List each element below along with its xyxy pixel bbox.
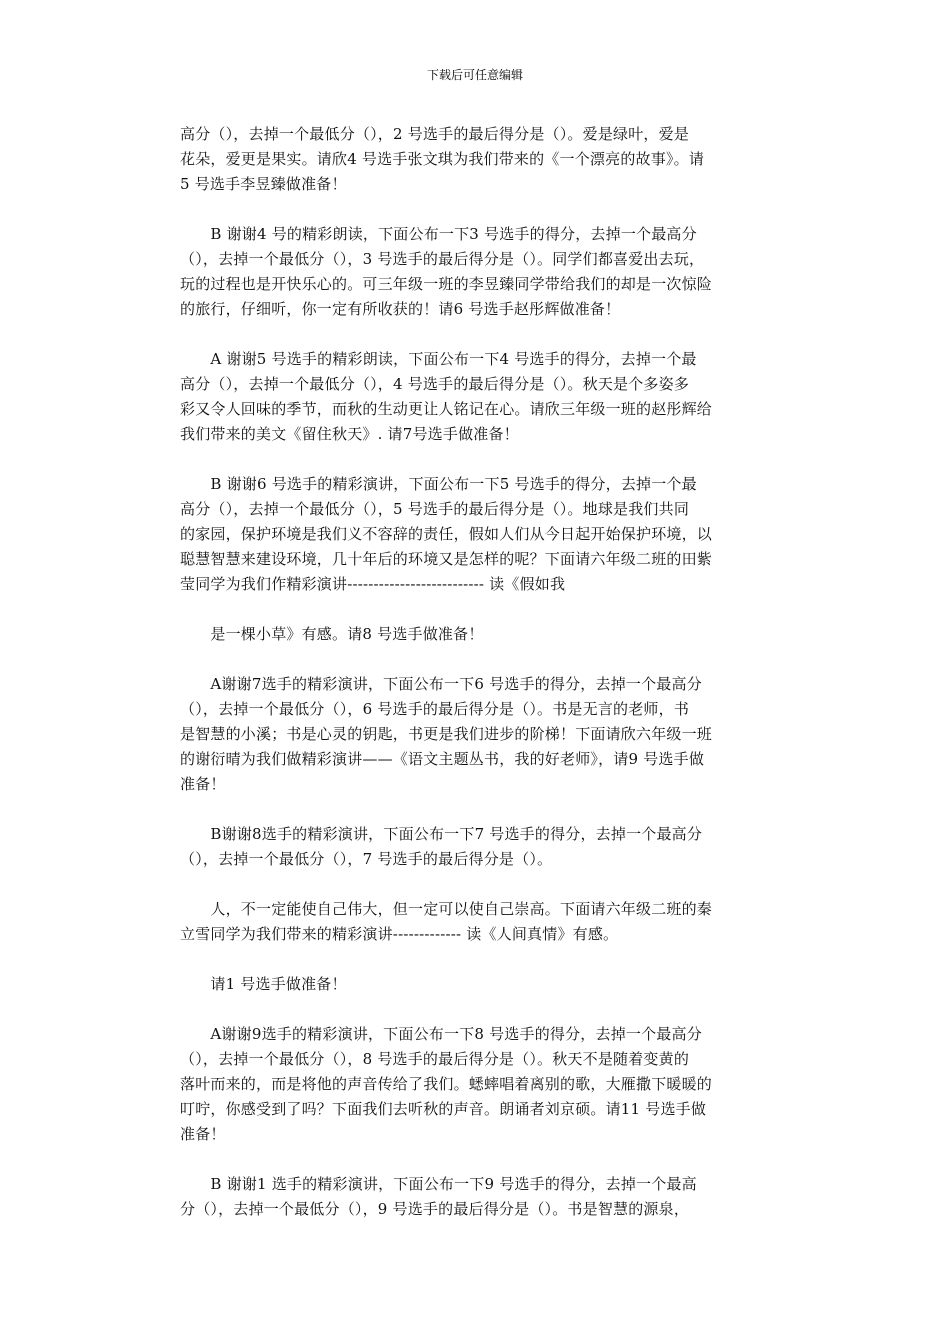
paragraph <box>180 622 775 647</box>
text-line: 请1 号选手做准备！ <box>180 975 347 993</box>
paragraph <box>180 1022 775 1147</box>
text-line: A谢谢7选手的精彩演讲，下面公布一下6 号选手的得分，去掉一个最高分 <box>180 675 702 693</box>
paragraph <box>180 347 775 447</box>
text-line: 是智慧的小溪；书是心灵的钥匙，书更是我们进步的阶梯！下面请欣六年级一班 <box>180 725 713 743</box>
paragraph <box>180 822 775 872</box>
text-line: 准备！ <box>180 775 226 793</box>
text-line: 的家园，保护环境是我们义不容辞的责任，假如人们从今日起开始保护环境，以 <box>180 525 713 543</box>
text-line: 高分（），去掉一个最低分（），2 号选手的最后得分是（）。爱是绿叶，爱是 <box>180 125 690 143</box>
page-header: 下载后可任意编辑 <box>426 68 523 82</box>
text-line: 的谢衍晴为我们做精彩演讲——《语文主题丛书，我的好老师》，请9 号选手做 <box>180 750 705 768</box>
text-line: B 谢谢6 号选手的精彩演讲，下面公布一下5 号选手的得分，去掉一个最 <box>180 475 697 493</box>
text-line: B 谢谢1 选手的精彩演讲，下面公布一下9 号选手的得分，去掉一个最高 <box>180 1175 697 1193</box>
text-line: 落叶而来的，而是将他的声音传给了我们。蟋蟀唱着离别的歌，大雁撒下暖暖的 <box>180 1075 713 1093</box>
text-line: B 谢谢4 号的精彩朗读，下面公布一下3 号选手的得分，去掉一个最高分 <box>180 225 697 243</box>
text-line: 彩又令人回味的季节，而秋的生动更让人铭记在心。请欣三年级一班的赵彤辉给 <box>180 400 713 418</box>
text-line: 人，不一定能使自己伟大，但一定可以使自己崇高。下面请六年级二班的秦 <box>180 900 713 918</box>
text-line: 的旅行，仔细听，你一定有所收获的！请6 号选手赵彤辉做准备！ <box>180 300 621 318</box>
text-line: 高分（），去掉一个最低分（），4 号选手的最后得分是（）。秋天是个多姿多 <box>180 375 690 393</box>
text-line: （），去掉一个最低分（），6 号选手的最后得分是（）。书是无言的老师，书 <box>180 700 690 718</box>
text-line: （），去掉一个最低分（），3 号选手的最后得分是（）。同学们都喜爱出去玩， <box>180 250 705 268</box>
text-line: 叮咛，你感受到了吗？下面我们去听秋的声音。朗诵者刘京硕。请11 号选手做 <box>180 1100 707 1118</box>
text-line: 我们带来的美文《留住秋天》. 请7号选手做准备！ <box>180 425 519 443</box>
text-line: 高分（），去掉一个最低分（），5 号选手的最后得分是（）。地球是我们共同 <box>180 500 690 518</box>
paragraph <box>180 472 775 597</box>
paragraph <box>180 122 775 197</box>
text-line: 花朵，爱更是果实。请欣4 号选手张文琪为我们带来的《一个漂亮的故事》。请 <box>180 150 705 168</box>
text-line: 准备！ <box>180 1125 226 1143</box>
paragraph <box>180 972 775 997</box>
text-line: A 谢谢5 号选手的精彩朗读，下面公布一下4 号选手的得分，去掉一个最 <box>180 350 697 368</box>
text-line: （），去掉一个最低分（），7 号选手的最后得分是（）。 <box>180 850 553 868</box>
paragraph <box>180 897 775 947</box>
paragraph <box>180 1172 775 1222</box>
text-line: 玩的过程也是开快乐心的。可三年级一班的李昱臻同学带给我们的却是一次惊险 <box>180 275 713 293</box>
text-line: A谢谢9选手的精彩演讲，下面公布一下8 号选手的得分，去掉一个最高分 <box>180 1025 702 1043</box>
text-line: 5 号选手李昱臻做准备！ <box>180 175 347 193</box>
text-line: （），去掉一个最低分（），8 号选手的最后得分是（）。秋天不是随着变黄的 <box>180 1050 690 1068</box>
text-line: 聪慧智慧来建设环境，几十年后的环境又是怎样的呢？下面请六年级二班的田紫 <box>180 550 713 568</box>
paragraph <box>180 222 775 322</box>
text-line: 莹同学为我们作精彩演讲-------------------------- 读《假如我 <box>180 575 566 593</box>
text-line: 是一棵小草》有感。请8 号选手做准备！ <box>180 625 484 643</box>
text-line: B谢谢8选手的精彩演讲，下面公布一下7 号选手的得分，去掉一个最高分 <box>180 825 703 843</box>
paragraph <box>180 672 775 797</box>
text-line: 分（），去掉一个最低分（），9 号选手的最后得分是（）。书是智慧的源泉， <box>180 1200 690 1218</box>
text-line: 立雪同学为我们带来的精彩演讲------------- 读《人间真情》有感。 <box>180 925 619 943</box>
document-body <box>180 122 775 1222</box>
